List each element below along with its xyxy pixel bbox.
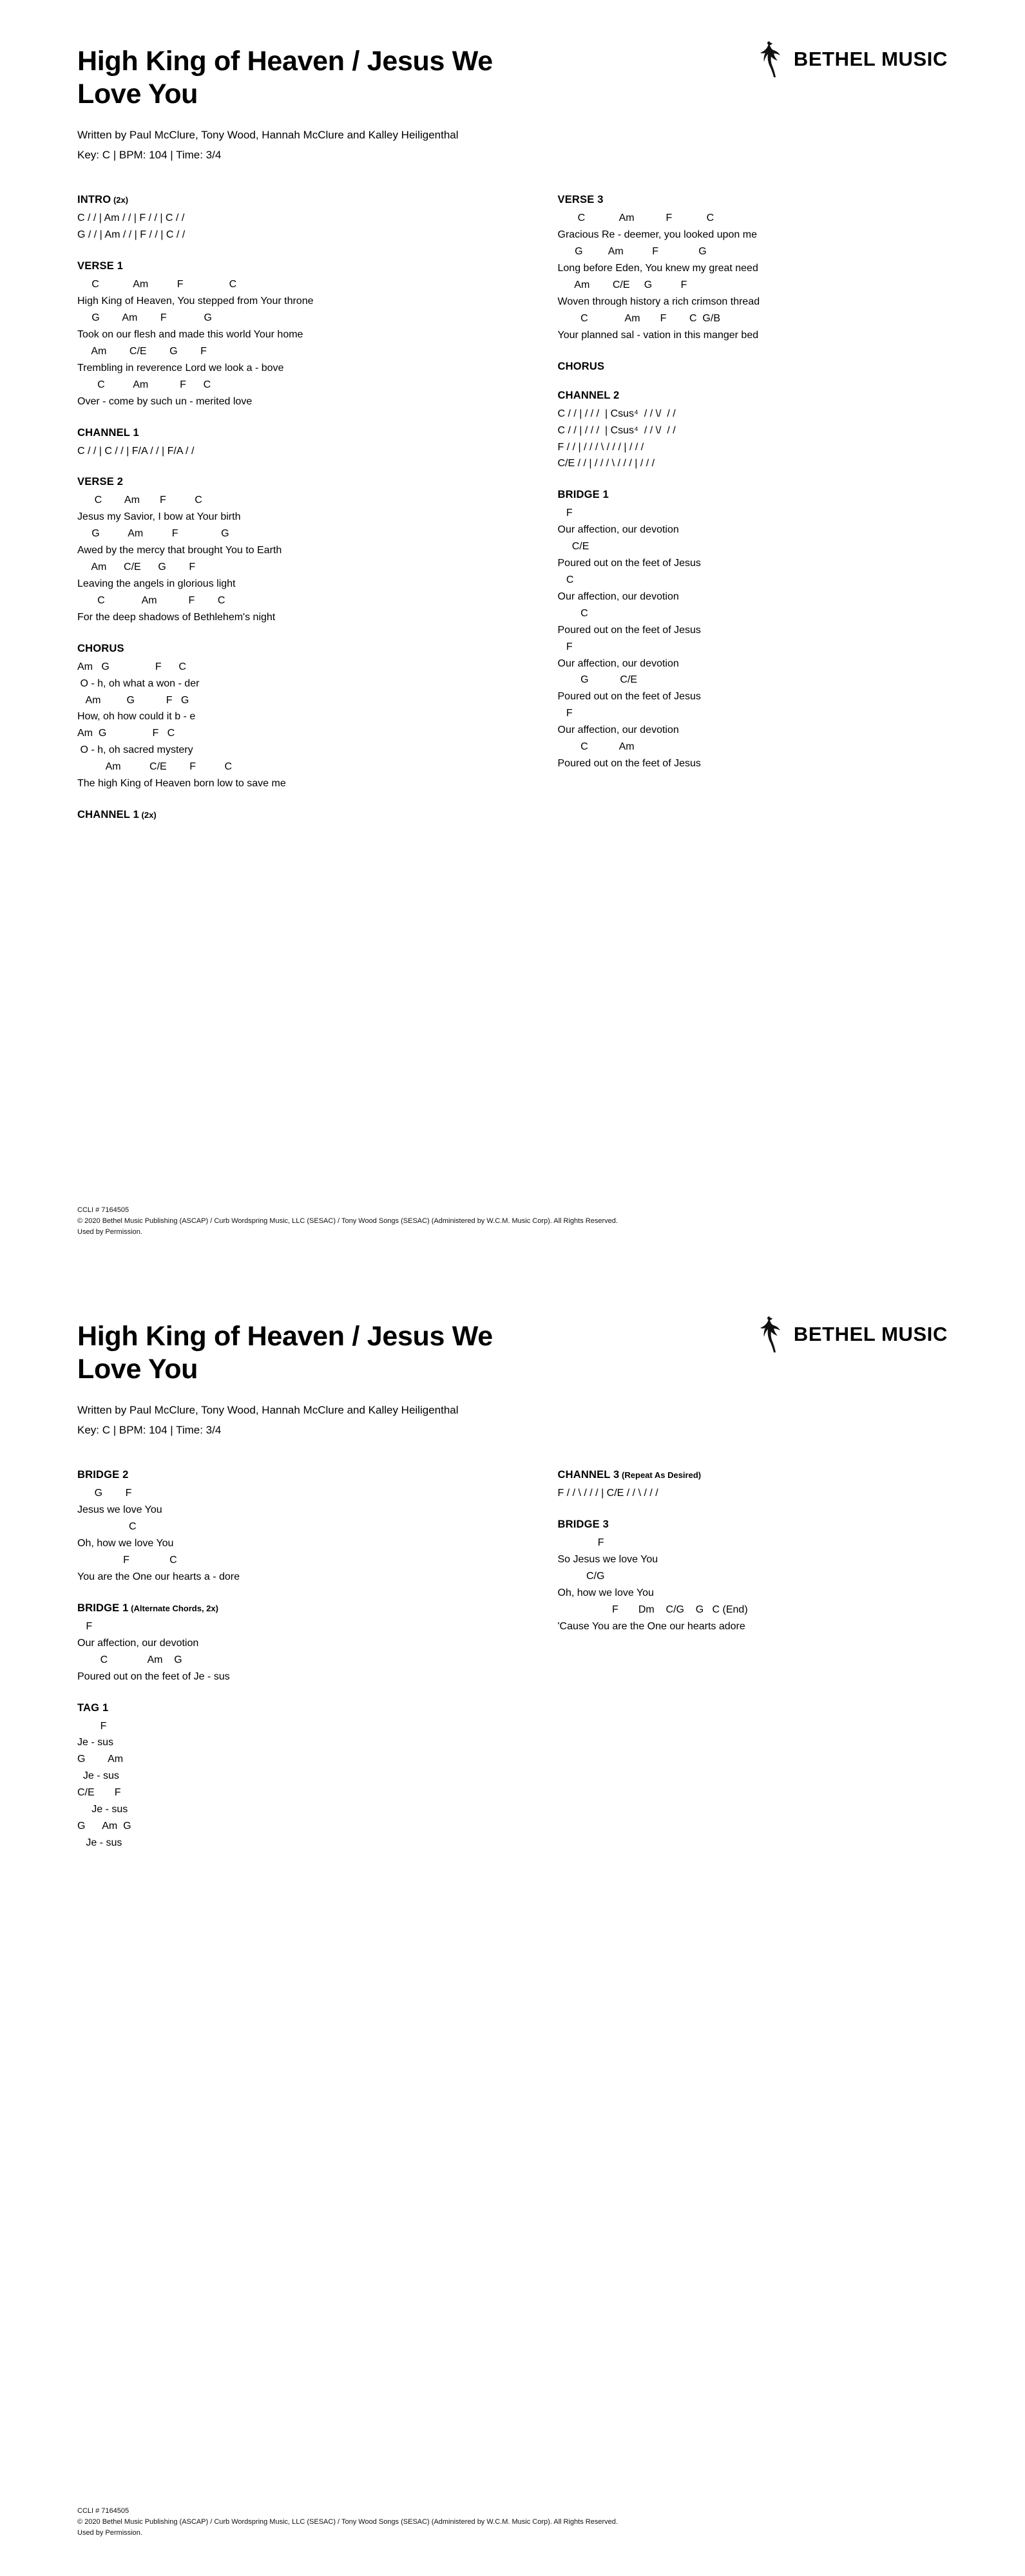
- section-heading-label: CHORUS: [557, 360, 605, 372]
- bethel-deer-icon: [756, 1315, 785, 1354]
- section-heading: [558, 489, 948, 501]
- section-heading: [77, 643, 513, 655]
- brand-name-2: BETHEL MUSIC: [793, 1323, 948, 1345]
- lyric-line: G C/E: [557, 674, 638, 686]
- lyric-line: Our affection, our devotion: [557, 658, 679, 669]
- section-heading: [77, 1602, 513, 1615]
- lyric-line: Am G F G: [77, 694, 189, 706]
- section-heading: [558, 1519, 948, 1531]
- section-heading: [77, 476, 513, 488]
- permission-line: Used by Permission.: [77, 1227, 142, 1236]
- lyric-line: Je - sus: [77, 1837, 122, 1848]
- permission-line: Used by Permission.: [77, 2528, 142, 2537]
- section-heading: [77, 1469, 513, 1481]
- lyric-line: High King of Heaven, You stepped from Your throne: [77, 296, 314, 307]
- page-1: [0, 0, 1025, 1275]
- lyric-line: G Am G: [77, 1820, 131, 1832]
- lyric-line: Our affection, our devotion: [557, 724, 679, 736]
- section-heading-label: BRIDGE 1: [557, 489, 609, 501]
- lyric-line: G / / | Am / / | F / / | C / /: [77, 229, 186, 241]
- lyric-line: Oh, how we love You: [557, 1587, 654, 1599]
- lyric-line: F: [557, 1537, 604, 1549]
- song-section: [77, 427, 513, 460]
- lyric-line: Je - sus: [77, 1737, 114, 1748]
- song-section: [77, 1702, 513, 1852]
- lyric-line: So Jesus we love You: [557, 1554, 658, 1566]
- lyric-line: How, oh how could it b - e: [77, 711, 196, 723]
- section-heading-label: VERSE 3: [557, 194, 604, 206]
- lyric-line: Our affection, our devotion: [77, 1637, 199, 1649]
- lyric-line: G Am F G: [77, 528, 229, 540]
- brand-logo-2: [756, 1315, 948, 1354]
- lyric-line: C/E / / | / / / \ / / / | / / /: [557, 458, 655, 469]
- lyric-line: Je - sus: [77, 1804, 128, 1815]
- section-heading: [77, 809, 513, 821]
- brand-name: BETHEL MUSIC: [793, 48, 948, 70]
- song-section: [558, 1469, 948, 1502]
- chart-body-page1: [77, 194, 948, 837]
- footer-page1: [77, 1205, 948, 1238]
- lyric-line: Poured out on the feet of Jesus: [557, 624, 701, 636]
- song-section: [77, 194, 513, 243]
- lyric-line: Am C/E G F: [77, 345, 207, 357]
- lyric-line: F: [557, 507, 573, 519]
- lyric-line: F Dm C/G G C (End): [557, 1604, 748, 1615]
- lyric-line: Am C/E F C: [77, 761, 233, 773]
- section-heading-label: CHORUS: [77, 642, 124, 654]
- ccli-number: CCLI # 7164505: [77, 2506, 129, 2515]
- column-left: [77, 194, 513, 837]
- lyric-line: O - h, oh what a won - der: [77, 677, 200, 689]
- lyric-line: C Am F C: [77, 279, 237, 290]
- section-heading: [77, 1702, 513, 1714]
- lyric-line: Poured out on the feet of Je - sus: [77, 1671, 230, 1682]
- section-heading-label: CHANNEL 1: [77, 808, 139, 820]
- footer-page2: [77, 2506, 948, 2539]
- lyric-line: Awed by the mercy that brought You to Earth: [77, 545, 282, 556]
- lyric-line: C: [557, 607, 588, 619]
- key-bpm-time: Key: C | BPM: 104 | Time: 3/4: [77, 148, 222, 161]
- ccli-number: CCLI # 7164505: [77, 1206, 129, 1214]
- lyric-line: Oh, how we love You: [77, 1538, 174, 1549]
- lyric-line: Am G F C: [77, 661, 186, 672]
- lyric-line: C / / | / / / | Csus⁴ / / \/ / /: [557, 408, 676, 419]
- section-heading: [558, 390, 948, 402]
- lyric-line: C Am F C: [77, 379, 211, 390]
- lyric-line: F / / \ / / / | C/E / / \ / / /: [557, 1488, 658, 1499]
- lyric-line: G Am F G: [77, 312, 212, 324]
- section-heading-label: CHANNEL 1: [77, 426, 139, 439]
- section-heading-label: BRIDGE 1: [77, 1602, 129, 1614]
- song-section: [558, 1519, 948, 1634]
- lyric-line: Your planned sal - vation in this manger bed: [557, 329, 759, 341]
- page-2: [0, 1275, 1025, 2576]
- byline: Written by Paul McClure, Tony Wood, Hannah McClure and Kalley Heiligenthal: [77, 129, 459, 142]
- lyric-line: F: [557, 708, 573, 719]
- column-left-2: [77, 1469, 513, 1868]
- lyric-line: F / / | / / / \ / / / | / / /: [557, 441, 644, 453]
- section-heading: [558, 361, 948, 373]
- section-heading-suffix: (Alternate Chords, 2x): [128, 1603, 218, 1613]
- song-section: [77, 1602, 513, 1685]
- lyric-line: C Am F C G/B: [557, 312, 720, 324]
- song-section: [558, 390, 948, 473]
- section-heading-label: INTRO: [77, 194, 111, 206]
- lyric-line: C: [77, 1521, 137, 1533]
- lyric-line: C Am F C: [77, 594, 225, 606]
- lyric-line: Poured out on the feet of Jesus: [557, 757, 701, 769]
- lyric-line: Our affection, our devotion: [557, 524, 679, 536]
- column-right: [513, 194, 948, 837]
- lyric-line: Our affection, our devotion: [557, 591, 679, 602]
- song-section: [77, 809, 513, 821]
- section-heading-label: CHANNEL 3: [557, 1469, 620, 1481]
- song-section: [77, 476, 513, 625]
- section-heading: [77, 427, 513, 439]
- lyric-line: G Am: [77, 1754, 124, 1765]
- section-heading-suffix: (2x): [139, 810, 157, 820]
- lyric-line: C/E: [557, 541, 589, 553]
- copyright-line: © 2020 Bethel Music Publishing (ASCAP) / Curb Wordspring Music, LLC (SESAC) / Tony Wood Songs (SESAC) (Administered by W.C.M. Music Corp). All Rights Reserved.: [77, 2517, 618, 2526]
- lyric-line: Over - come by such un - merited love: [77, 395, 253, 407]
- lyric-line: Poured out on the feet of Jesus: [557, 691, 701, 703]
- lyric-line: C / / | Am / / | F / / | C / /: [77, 213, 185, 224]
- lyric-line: Jesus we love You: [77, 1504, 162, 1516]
- byline-2: Written by Paul McClure, Tony Wood, Hannah McClure and Kalley Heiligenthal: [77, 1404, 459, 1417]
- lyric-line: C Am F C: [557, 213, 714, 224]
- lyric-line: C / / | / / / | Csus⁴ / / \/ / /: [557, 424, 676, 436]
- lyric-line: C/G: [557, 1571, 605, 1582]
- lyric-line: F C: [77, 1555, 177, 1566]
- lyric-line: G F: [77, 1488, 132, 1499]
- lyric-line: Gracious Re - deemer, you looked upon me: [557, 229, 757, 241]
- song-section: [558, 361, 948, 373]
- section-heading: [77, 194, 513, 206]
- lyric-line: Took on our flesh and made this world Your home: [77, 329, 303, 340]
- lyric-line: F: [77, 1620, 93, 1632]
- section-heading-label: VERSE 1: [77, 260, 124, 272]
- section-heading-label: CHANNEL 2: [557, 389, 620, 401]
- section-heading: [558, 1469, 948, 1481]
- section-heading-label: BRIDGE 3: [557, 1519, 609, 1531]
- lyric-line: F: [77, 1720, 107, 1732]
- lyric-line: C Am: [557, 741, 635, 753]
- copyright-line: © 2020 Bethel Music Publishing (ASCAP) / Curb Wordspring Music, LLC (SESAC) / Tony Wood Songs (SESAC) (Administered by W.C.M. Music Corp). All Rights Reserved.: [77, 1217, 618, 1225]
- brand-logo: [756, 40, 948, 79]
- song-section: [77, 643, 513, 792]
- lyric-line: For the deep shadows of Bethlehem's night: [77, 611, 276, 623]
- section-heading-label: VERSE 2: [77, 476, 124, 488]
- section-heading: [558, 194, 948, 206]
- lyric-line: Trembling in reverence Lord we look a - bove: [77, 362, 284, 374]
- section-heading-label: TAG 1: [77, 1701, 109, 1714]
- song-section: [558, 194, 948, 343]
- song-section: [558, 489, 948, 772]
- lyric-line: C/E F: [77, 1787, 121, 1799]
- bethel-deer-icon: [756, 40, 785, 79]
- section-heading-label: BRIDGE 2: [77, 1469, 129, 1481]
- lyric-line: Leaving the angels in glorious light: [77, 578, 236, 589]
- page-title: High King of Heaven / Jesus We Love You: [77, 46, 493, 109]
- lyric-line: The high King of Heaven born low to save me: [77, 778, 286, 790]
- song-section: [77, 1469, 513, 1585]
- lyric-line: Long before Eden, You knew my great need: [557, 263, 758, 274]
- lyric-line: O - h, oh sacred mystery: [77, 744, 193, 756]
- lyric-line: Je - sus: [77, 1770, 119, 1782]
- lyric-line: G Am F G: [557, 246, 707, 258]
- lyric-line: You are the One our hearts a - dore: [77, 1571, 240, 1582]
- lyric-line: 'Cause You are the One our hearts adore: [557, 1620, 745, 1632]
- lyric-line: Am C/E G F: [557, 279, 687, 291]
- key-bpm-time-2: Key: C | BPM: 104 | Time: 3/4: [77, 1423, 222, 1436]
- lyric-line: C: [557, 574, 574, 585]
- lyric-line: C / / | C / / | F/A / / | F/A / /: [77, 445, 195, 457]
- section-heading-suffix: (Repeat As Desired): [619, 1470, 702, 1481]
- chart-body-page2: [77, 1469, 948, 1868]
- lyric-line: Poured out on the feet of Jesus: [557, 558, 701, 569]
- column-right-2: [513, 1469, 948, 1868]
- page-title-2: High King of Heaven / Jesus We Love You: [77, 1321, 493, 1385]
- lyric-line: C Am F C: [77, 495, 202, 506]
- lyric-line: Woven through history a rich crimson thread: [557, 296, 760, 307]
- lyric-line: F: [557, 641, 573, 652]
- lyric-line: Am G F C: [77, 728, 175, 739]
- document-header: [77, 0, 948, 163]
- lyric-line: C Am G: [77, 1654, 182, 1665]
- section-heading: [77, 260, 513, 272]
- lyric-line: Jesus my Savior, I bow at Your birth: [77, 511, 241, 523]
- song-section: [77, 260, 513, 410]
- section-heading-suffix: (2x): [111, 195, 129, 205]
- lyric-line: Am C/E G F: [77, 562, 196, 573]
- document-header-2: [77, 1275, 948, 1438]
